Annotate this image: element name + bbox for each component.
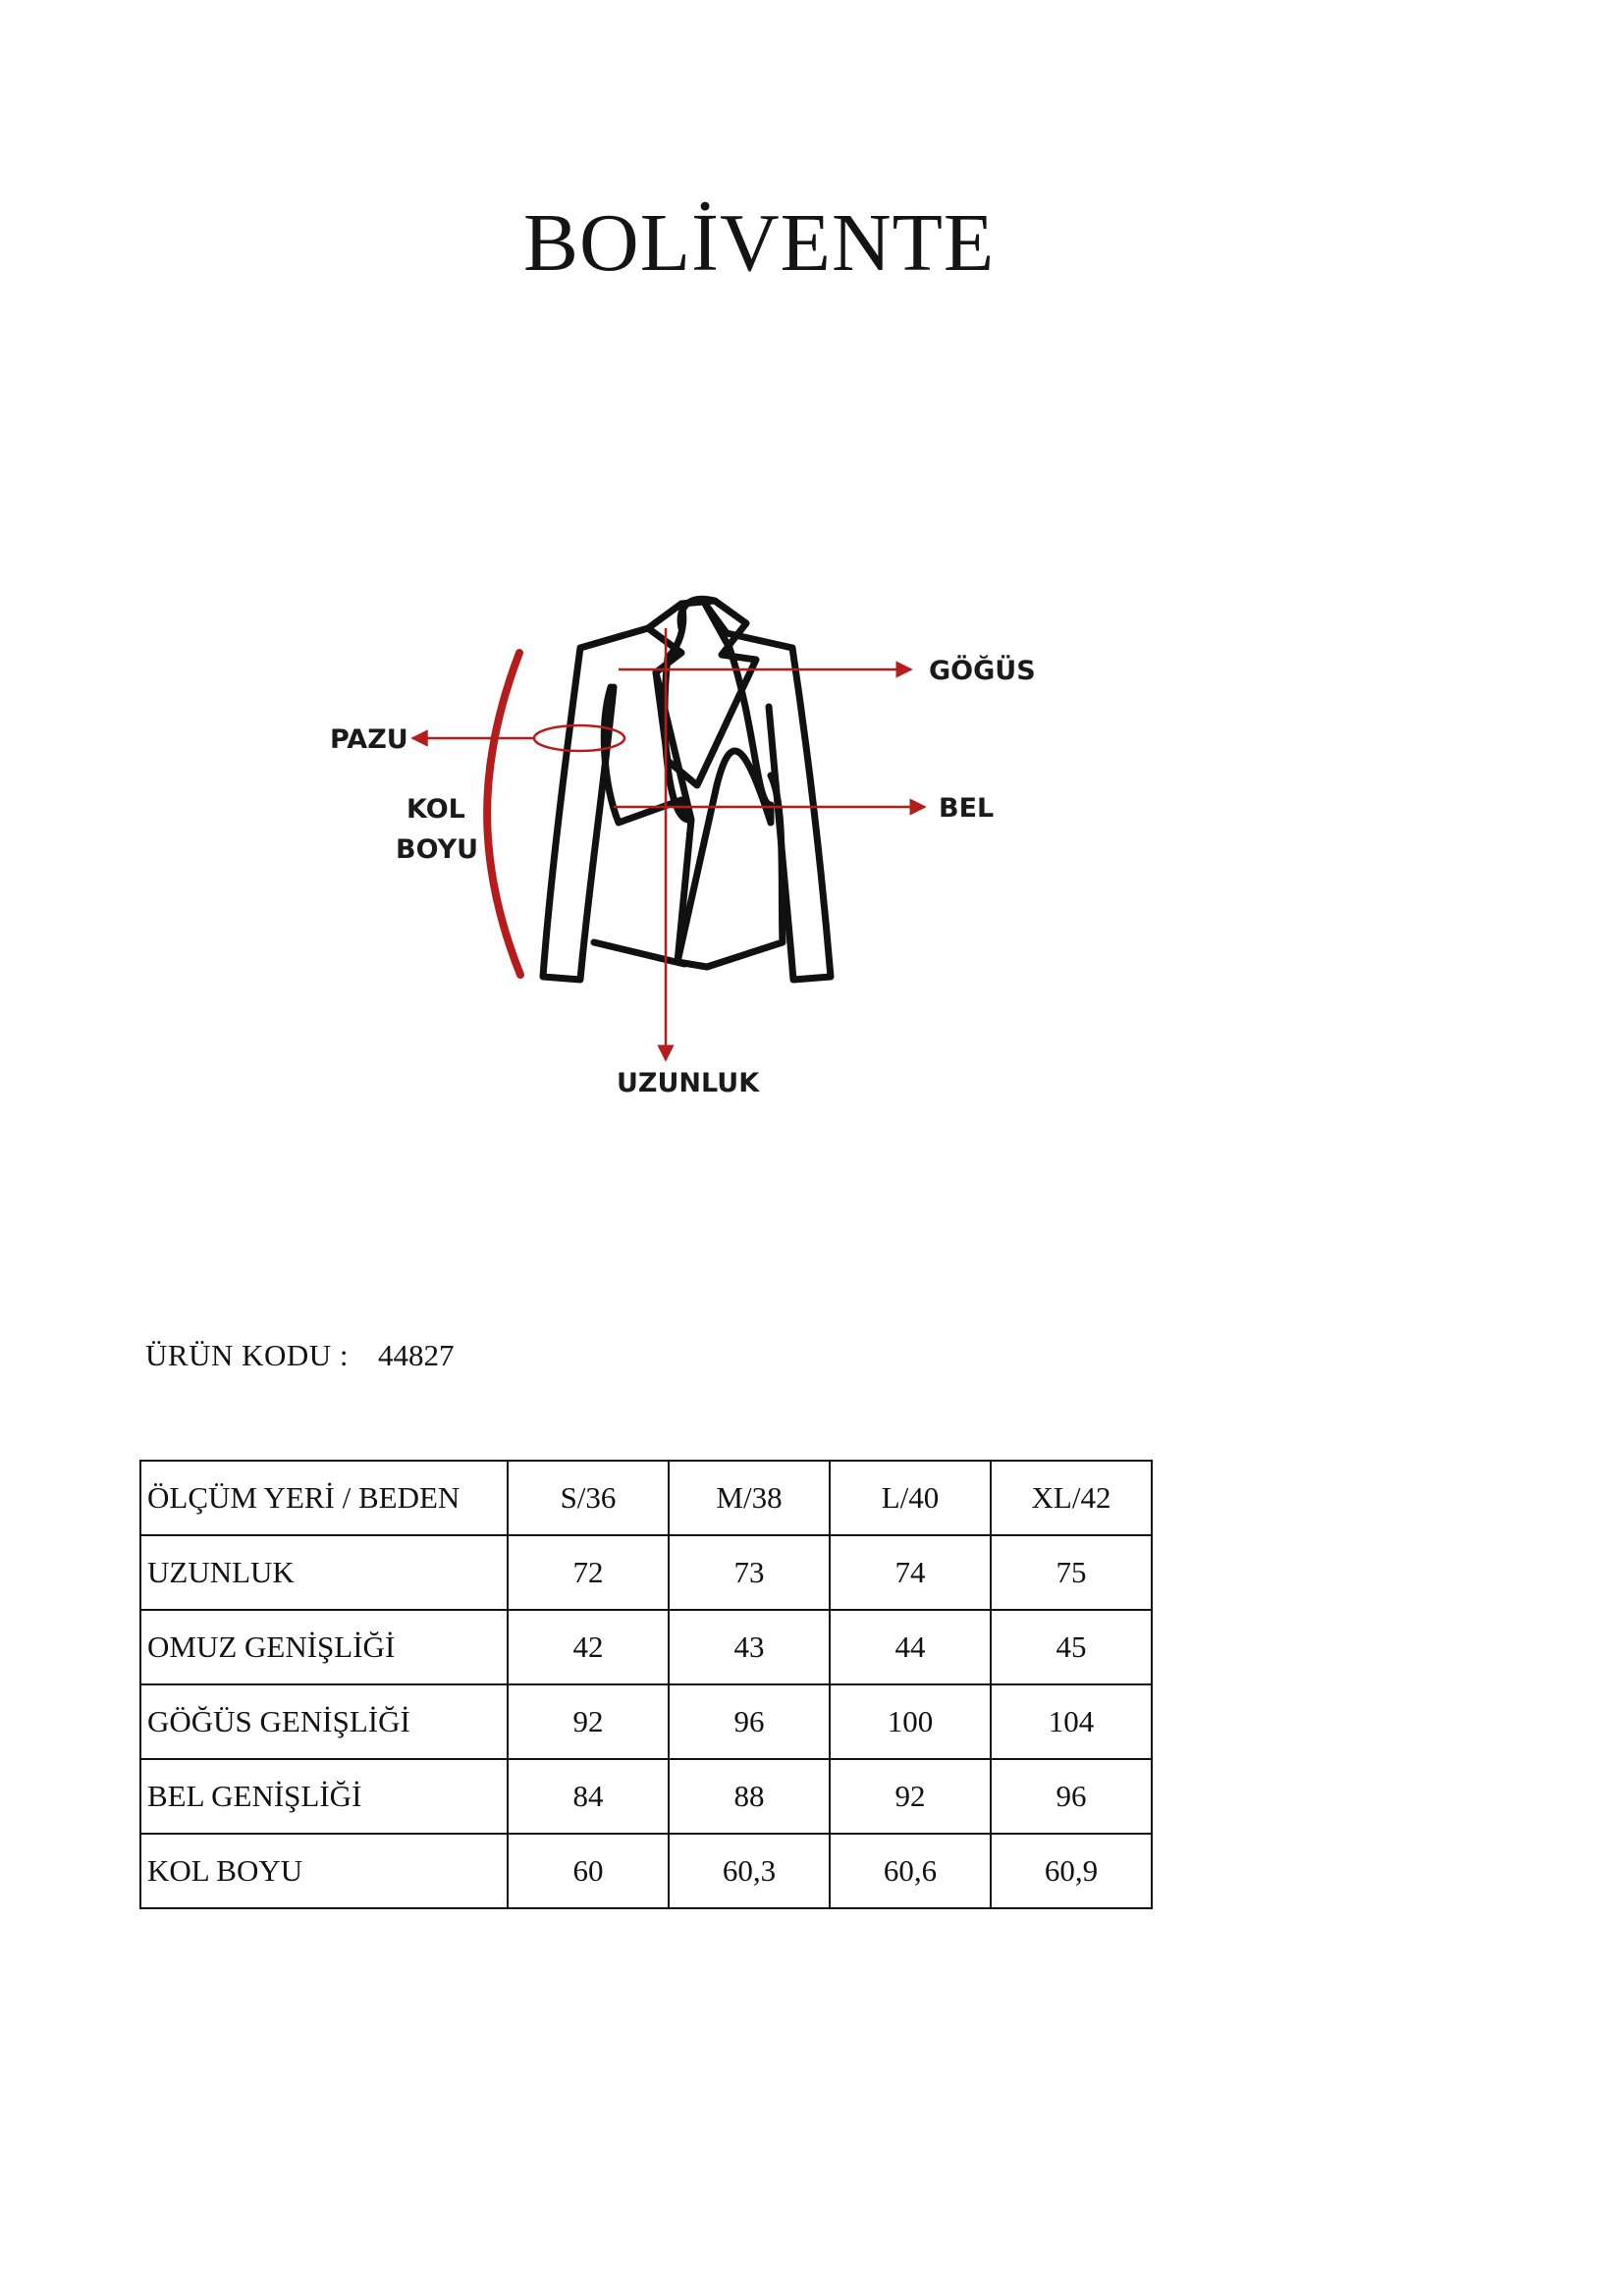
table-cell: 44 — [830, 1610, 991, 1684]
chest-label: GÖĞÜS — [929, 656, 1036, 686]
table-row — [140, 1834, 1152, 1908]
measure-name-cell: UZUNLUK — [140, 1535, 508, 1610]
bicep-label: PAZU — [330, 724, 408, 755]
table-cell: 72 — [508, 1535, 669, 1610]
table-cell: 96 — [669, 1684, 830, 1759]
measure-name-cell: BEL GENİŞLİĞİ — [140, 1759, 508, 1834]
table-row — [140, 1610, 1152, 1684]
measure-name-cell: OMUZ GENİŞLİĞİ — [140, 1610, 508, 1684]
sleeve-length-label-line2: BOYU — [396, 834, 479, 865]
table-cell: 60,3 — [669, 1834, 830, 1908]
table-cell: 43 — [669, 1610, 830, 1684]
table-cell: 100 — [830, 1684, 991, 1759]
table-cell: 60,9 — [991, 1834, 1152, 1908]
table-row — [140, 1684, 1152, 1759]
product-code-value: 44827 — [378, 1338, 455, 1372]
table-cell: 92 — [508, 1684, 669, 1759]
product-code-label: ÜRÜN KODU : — [145, 1338, 349, 1372]
length-label: UZUNLUK — [617, 1068, 760, 1098]
table-cell: 73 — [669, 1535, 830, 1610]
brand-logo: BOLİVENTE — [523, 197, 996, 289]
waist-label: BEL — [939, 793, 995, 824]
table-cell: 45 — [991, 1610, 1152, 1684]
sleeve-length-label-line1: KOL — [406, 794, 465, 825]
measure-name-cell: GÖĞÜS GENİŞLİĞİ — [140, 1684, 508, 1759]
measure-name-cell: KOL BOYU — [140, 1834, 508, 1908]
size-chart-table — [139, 1460, 1153, 1909]
table-row — [140, 1535, 1152, 1610]
table-cell: 74 — [830, 1535, 991, 1610]
blazer-jacket-icon — [543, 599, 831, 980]
header-cell: L/40 — [830, 1461, 991, 1535]
table-cell: 84 — [508, 1759, 669, 1834]
product-code — [145, 1338, 455, 1373]
header-cell: ÖLÇÜM YERİ / BEDEN — [140, 1461, 508, 1535]
header-cell: S/36 — [508, 1461, 669, 1535]
table-cell: 42 — [508, 1610, 669, 1684]
table-cell: 92 — [830, 1759, 991, 1834]
table-cell: 60,6 — [830, 1834, 991, 1908]
table-cell: 96 — [991, 1759, 1152, 1834]
table-cell: 60 — [508, 1834, 669, 1908]
table-row — [140, 1759, 1152, 1834]
header-cell: XL/42 — [991, 1461, 1152, 1535]
table-cell: 88 — [669, 1759, 830, 1834]
table-cell: 75 — [991, 1535, 1152, 1610]
table-header-row — [140, 1461, 1152, 1535]
table-cell: 104 — [991, 1684, 1152, 1759]
header-cell: M/38 — [669, 1461, 830, 1535]
